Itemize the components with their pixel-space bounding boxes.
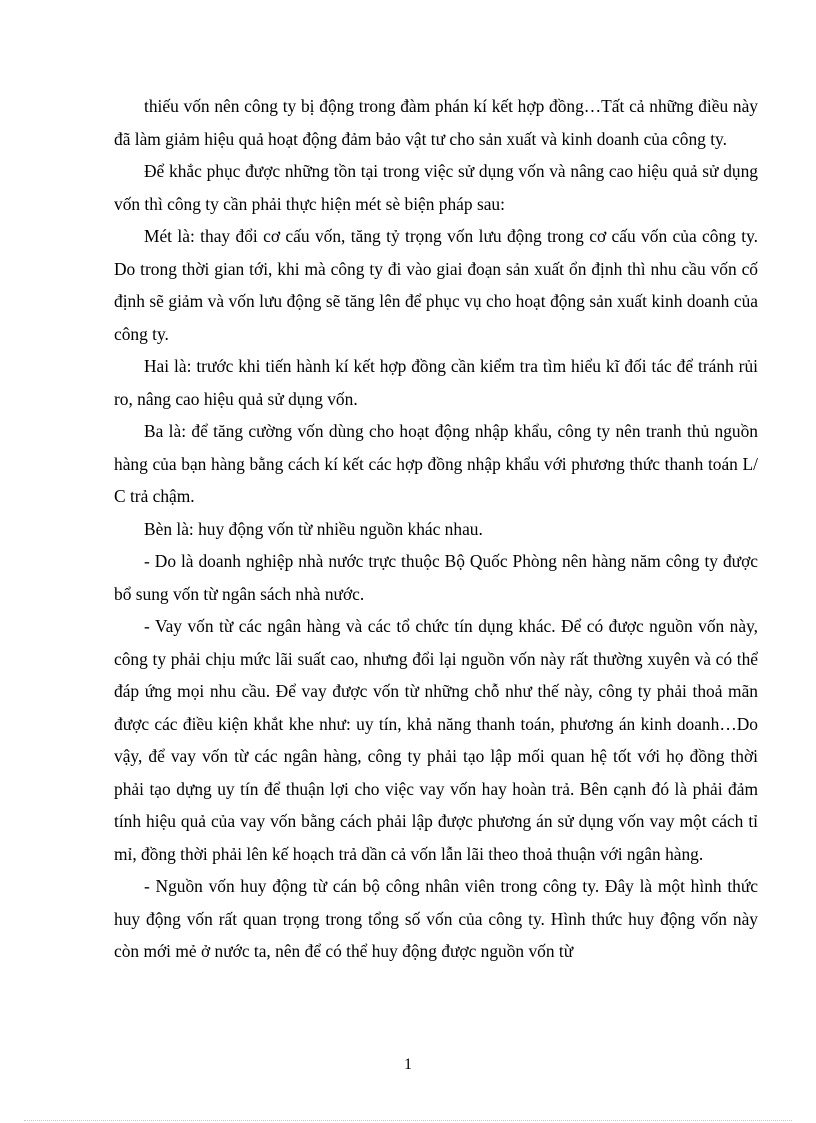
- page-number: 1: [404, 1056, 412, 1073]
- paragraph-5: Ba là: để tăng cường vốn dùng cho hoạt động nhập khẩu, công ty nên tranh thủ nguồn hàng của bạn hàng bằng cách kí kết các hợp đồng nhập khẩu với phương thức thanh toán L/ C trả chậm.: [114, 421, 758, 506]
- body-text: [114, 90, 758, 968]
- paragraph-6: Bèn là: huy động vốn từ nhiều nguồn khác nhau.: [144, 518, 483, 539]
- paragraph-8: - Vay vốn từ các ngân hàng và các tổ chức tín dụng khác. Để có được nguồn vốn này, công ty phải chịu mức lãi suất cao, nhưng đổi lại nguồn vốn này rất thường xuyên và có thể đáp ứng mọi nhu cầu. Để vay được vốn từ những chỗ như thế này, công ty phải thoả mãn được các điều kiện khắt khe như: uy tín, khả năng thanh toán, phương án kinh doanh…Do vậy, để vay vốn từ các ngân hàng, công ty phải tạo lập mối quan hệ tốt với họ đồng thời phải tạo dựng uy tín để thuận lợi cho việc vay vốn hay hoàn trả. Bên cạnh đó là phải đảm tính hiệu quả của vay vốn bằng cách phải lập được phương án sử dụng vốn vay một cách tỉ mỉ, đồng thời phải lên kế hoạch trả dần cả vốn lẫn lãi theo thoả thuận với ngân hàng.: [114, 616, 758, 864]
- paragraph-2: Để khắc phục được những tồn tại trong việc sử dụng vốn và nâng cao hiệu quả sử dụng vốn thì công ty cần phải thực hiện mét sè biện pháp sau:: [114, 161, 758, 214]
- paragraph-3: Mét là: thay đổi cơ cấu vốn, tăng tỷ trọng vốn lưu động trong cơ cấu vốn của công ty. Do trong thời gian tới, khi mà công ty đi vào giai đoạn sản xuất ổn định thì nhu cầu vốn cố định sẽ giảm và vốn lưu động sẽ tăng lên để phục vụ cho hoạt động sản xuất kinh doanh của công ty.: [114, 226, 758, 344]
- paragraph-9: - Nguồn vốn huy động từ cán bộ công nhân viên trong công ty. Đây là một hình thức huy động vốn rất quan trọng trong tổng số vốn của công ty. Hình thức huy động vốn này còn mới mẻ ở nước ta, nên để có thể huy động được nguồn vốn từ: [114, 876, 758, 961]
- page-bottom-edge: [24, 1120, 792, 1121]
- paragraph-4: Hai là: trước khi tiến hành kí kết hợp đồng cần kiểm tra tìm hiểu kĩ đối tác để tránh rủi ro, nâng cao hiệu quả sử dụng vốn.: [114, 356, 758, 409]
- paragraph-1: thiếu vốn nên công ty bị động trong đàm phán kí kết hợp đồng…Tất cả những điều này đã làm giảm hiệu quả hoạt động đảm bảo vật tư cho sản xuất và kinh doanh của công ty.: [114, 96, 758, 149]
- paragraph-7: - Do là doanh nghiệp nhà nước trực thuộc Bộ Quốc Phòng nên hàng năm công ty được bổ sung vốn từ ngân sách nhà nước.: [114, 551, 758, 604]
